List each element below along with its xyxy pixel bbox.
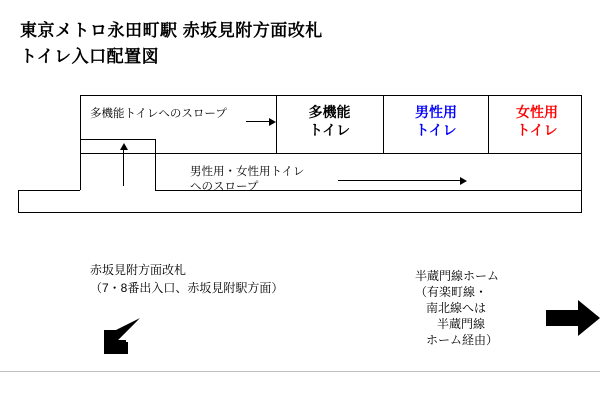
arrow-to-multi-head	[269, 118, 276, 126]
room-label-womens-line-2: トイレ	[516, 122, 558, 138]
page-title-line-2: トイレ入口配置図	[20, 47, 160, 66]
room-label-mens-toilet	[388, 103, 484, 139]
bottom-divider	[0, 371, 600, 372]
caption-slope-to-mens-womens-line-1: 男性用・女性用トイレ	[190, 166, 305, 178]
plan-divider-3	[488, 95, 489, 153]
room-label-mens-line-2: トイレ	[415, 122, 457, 138]
direction-right-line-4: 半蔵門線	[437, 317, 486, 331]
direction-right-line-5: ホーム経由）	[426, 333, 499, 347]
plan-line-bottom	[18, 212, 582, 213]
room-label-mens-line-1: 男性用	[415, 104, 457, 120]
arrow-up-corridor-head	[120, 143, 128, 150]
direction-right-line-1: 半蔵門線ホーム	[415, 269, 500, 283]
room-label-womens-line-1: 女性用	[516, 104, 558, 120]
arrow-down-left-icon	[94, 312, 146, 369]
arrow-to-multi-line	[246, 121, 271, 122]
page-title-line-1: 東京メトロ永田町駅 赤坂見附方面改札	[20, 21, 323, 40]
direction-right-line-2: （有楽町線・	[415, 285, 488, 299]
room-label-womens-toilet	[492, 103, 582, 139]
plan-line-inner-vert	[155, 139, 156, 190]
arrow-to-mens-womens-line	[338, 180, 462, 181]
plan-line-inner-top	[80, 139, 155, 140]
arrow-up-corridor-line	[123, 148, 124, 186]
direction-right-line-3: 南北線へは	[426, 301, 487, 315]
arrow-right-icon	[546, 298, 600, 343]
room-label-multi-purpose-toilet	[276, 103, 383, 139]
caption-slope-to-mens-womens-line-2: へのスロープ	[190, 181, 259, 193]
plan-divider-2	[383, 95, 384, 153]
plan-line-left-end	[18, 190, 19, 213]
page-title	[20, 18, 580, 70]
direction-left-line-2: （7・8番出入口、赤坂見附駅方面）	[90, 281, 284, 295]
plan-line-left-wall	[80, 95, 81, 190]
direction-block-hanzomon-platform	[415, 268, 499, 348]
direction-left-line-1: 赤坂見附方面改札	[90, 263, 187, 277]
plan-line-top	[80, 95, 582, 96]
direction-block-ticket-gate	[90, 262, 283, 296]
caption-slope-to-multi-purpose: 多機能トイレへのスロープ	[90, 108, 227, 120]
room-label-multi-line-1: 多機能	[308, 104, 351, 120]
arrow-to-mens-womens-head	[460, 177, 467, 185]
floor-plan	[18, 95, 582, 225]
room-label-multi-line-2: トイレ	[308, 122, 351, 138]
plan-line-left-stub	[18, 190, 80, 191]
